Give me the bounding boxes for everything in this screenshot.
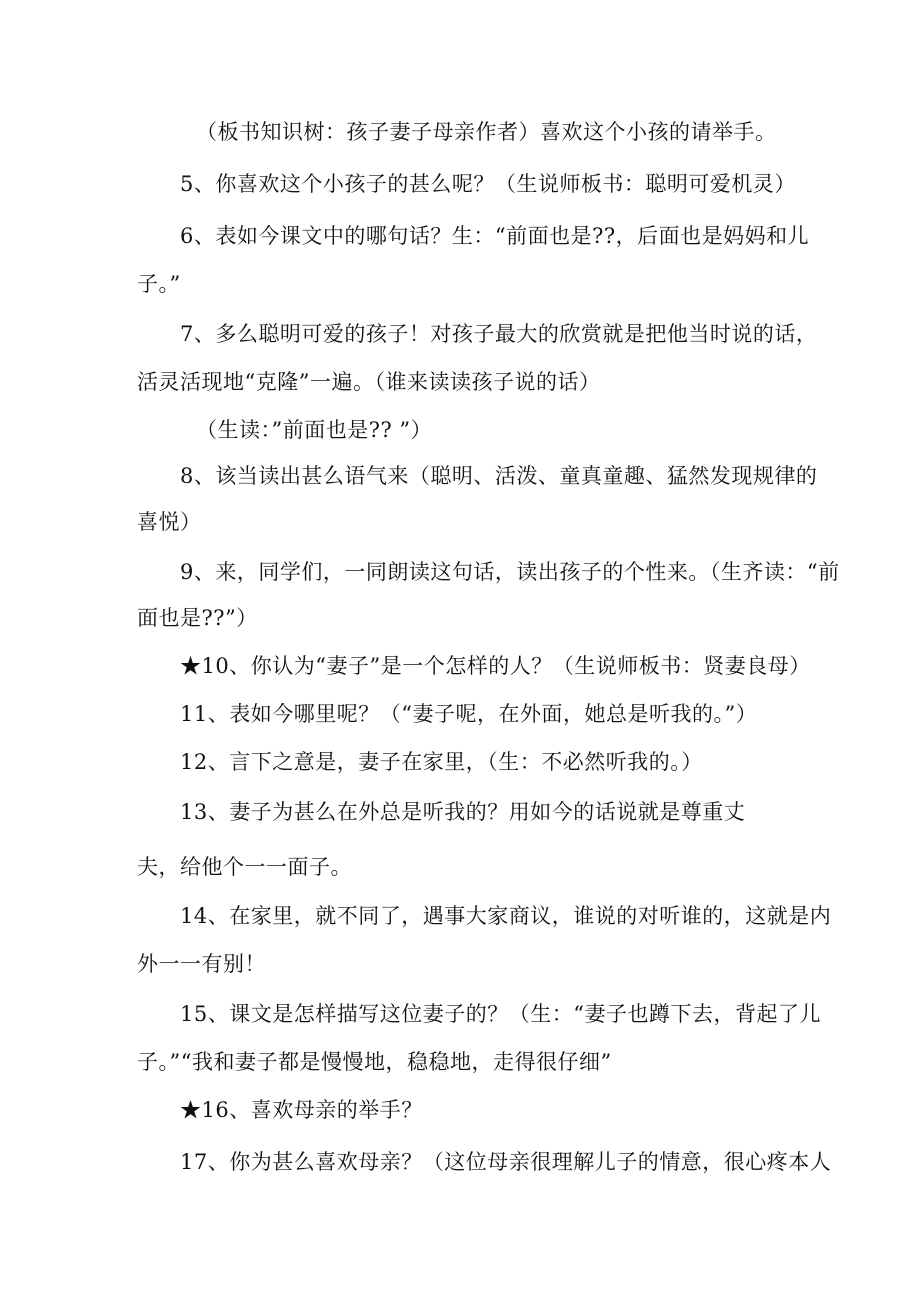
text-line-3: 6、表如今课文中的哪句话？生：“前面也是??，后面也是妈妈和儿 [180, 224, 810, 248]
text-line-22: 17、你为甚么喜欢母亲？（这位母亲很理解儿子的情意，很心疼本人 [180, 1150, 832, 1174]
text-line-17: 14、在家里，就不同了，遇事大家商议，谁说的对听谁的，这就是内 [180, 904, 832, 928]
text-line-1: （板书知识树：孩子妻子母亲作者）喜欢这个小孩的请举手。 [196, 120, 777, 144]
text-line-15: 13、妻子为甚么在外总是听我的？用如今的话说就是尊重丈 [180, 800, 746, 824]
text-line-13: 11、表如今哪里呢？（“妻子呢，在外面，她总是听我的。”） [180, 702, 758, 726]
text-line-9: 喜悦） [137, 510, 202, 534]
text-line-6: 活灵活现地“克隆”一遍。（谁来读读孩子说的话） [137, 370, 601, 394]
text-line-12: ★10、你认为“妻子”是一个怎样的人？（生说师板书：贤妻良母） [180, 654, 811, 678]
text-line-2: 5、你喜欢这个小孩子的甚么呢？（生说师板书：聪明可爱机灵） [180, 172, 796, 196]
text-line-8: 8、该当读出甚么语气来（聪明、活泼、童真童趣、猛然发现规律的 [180, 464, 818, 488]
text-line-18: 外一一有别！ [137, 952, 266, 976]
text-line-7: （生读：”前面也是?? ”） [196, 418, 433, 442]
text-line-5: 7、多么聪明可爱的孩子！对孩子最大的欣赏就是把他当时说的话， [180, 322, 818, 346]
text-line-11: 面也是??”） [137, 606, 258, 630]
text-line-21: ★16、喜欢母亲的举手？ [180, 1098, 423, 1122]
text-line-16: 夫，给他个一一面子。 [137, 855, 352, 879]
text-line-19: 15、课文是怎样描写这位妻子的？（生：“妻子也蹲下去，背起了儿 [180, 1002, 821, 1026]
text-line-4: 子。” [137, 272, 181, 296]
text-line-10: 9、来，同学们，一同朗读这句话，读出孩子的个性来。（生齐读：“前 [180, 560, 840, 584]
text-line-14: 12、言下之意是，妻子在家里，（生：不必然听我的。） [180, 750, 703, 774]
text-line-20: 子。”“我和妻子都是慢慢地，稳稳地，走得很仔细” [137, 1050, 612, 1074]
